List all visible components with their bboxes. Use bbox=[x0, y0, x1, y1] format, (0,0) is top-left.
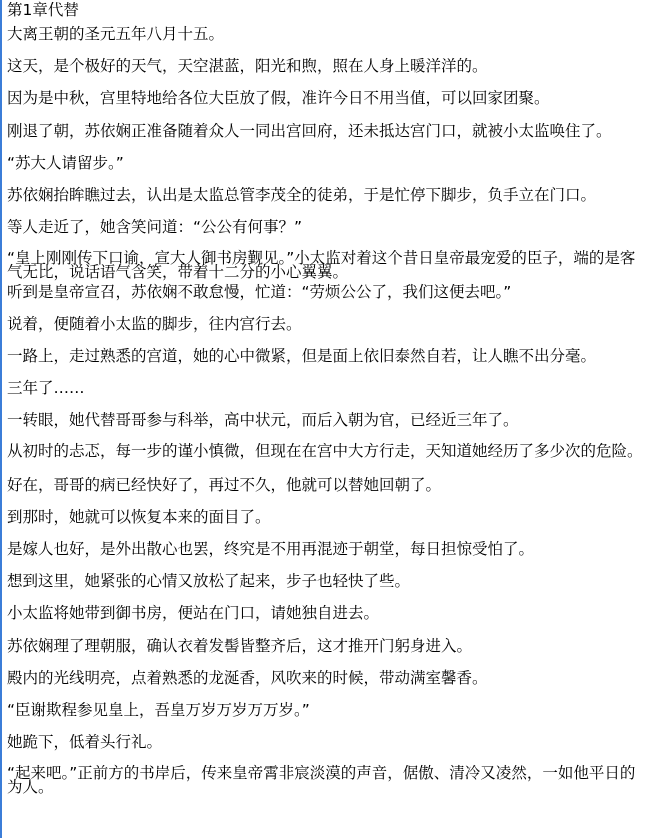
paragraph: 好在，哥哥的病已经快好了，再过不久，他就可以替她回朝了。 bbox=[7, 475, 442, 494]
paragraph: 苏依娴理了理朝服，确认衣着发髻皆整齐后，这才推开门躬身进入。 bbox=[7, 636, 473, 655]
paragraph: “苏大人请留步。” bbox=[7, 153, 124, 172]
paragraph: 想到这里，她紧张的心情又放松了起来，步子也轻快了些。 bbox=[7, 572, 411, 591]
paragraph: 殿内的光线明亮，点着熟悉的龙涎香，风吹来的时候，带动满室馨香。 bbox=[7, 668, 488, 687]
paragraph: “臣谢欺程参见皇上，吾皇万岁万岁万万岁。” bbox=[7, 700, 310, 719]
paragraph: “皇上刚刚传下口谕，宣大人御书房觐见。”小太监对着这个昔日皇帝最宠爱的臣子，端的是客气无比，说话语气含笑，带着十二分的小心翼翼。 bbox=[7, 249, 636, 282]
chapter-title: 第1章代替 bbox=[7, 1, 79, 19]
paragraph: 是嫁人也好，是外出散心也罢，终究是不用再混迹于朝堂，每日担惊受怕了。 bbox=[7, 540, 535, 558]
paragraph: 一转眼，她代替哥哥参与科举，高中状元，而后入朝为官，已经近三年了。 bbox=[7, 411, 519, 430]
paragraph: 苏依娴抬眸瞧过去，认出是太监总管李茂全的徒弟，于是忙停下脚步，负手立在门口。 bbox=[7, 185, 597, 204]
paragraph: 从初时的忐忑，每一步的谨小慎微，但现在在宫中大方行走，天知道她经历了多少次的危险。 bbox=[7, 442, 643, 461]
paragraph: 等人走近了，她含笑问道：“公公有何事？” bbox=[7, 218, 303, 237]
paragraph: 一路上，走过熟悉的宫道，她的心中微紧，但是面上依旧泰然自若，让人瞧不出分毫。 bbox=[7, 346, 597, 365]
paragraph: 到那时，她就可以恢复本来的面目了。 bbox=[7, 507, 271, 526]
paragraph: 小太监将她带到御书房，便站在门口，请她独自进去。 bbox=[7, 604, 380, 623]
paragraph: 三年了…… bbox=[7, 379, 85, 398]
paragraph: “起来吧。”正前方的书岸后，传来皇帝霄非宸淡漠的声音，倨傲、清冷又凌然，一如他平日的为人。 bbox=[7, 764, 636, 797]
paragraph: 大离王朝的圣元五年八月十五。 bbox=[7, 25, 225, 43]
paragraph: 说着，便随着小太监的脚步，往内宫行去。 bbox=[7, 314, 302, 333]
paragraph: 因为是中秋，宫里特地给各位大臣放了假，准许今日不用当值，可以回家团聚。 bbox=[7, 89, 550, 108]
paragraph: 刚退了朝，苏依娴正准备随着众人一同出宫回府，还未抵达宫门口，就被小太监唤住了。 bbox=[7, 121, 612, 140]
paragraph: 听到是皇帝宣召，苏依娴不敢怠慢，忙道：“劳烦公公了，我们这便去吧。” bbox=[7, 282, 512, 301]
paragraph: 她跪下，低着头行礼。 bbox=[7, 733, 163, 752]
paragraph: 这天，是个极好的天气，天空湛蓝，阳光和煦，照在人身上暖洋洋的。 bbox=[7, 57, 488, 76]
